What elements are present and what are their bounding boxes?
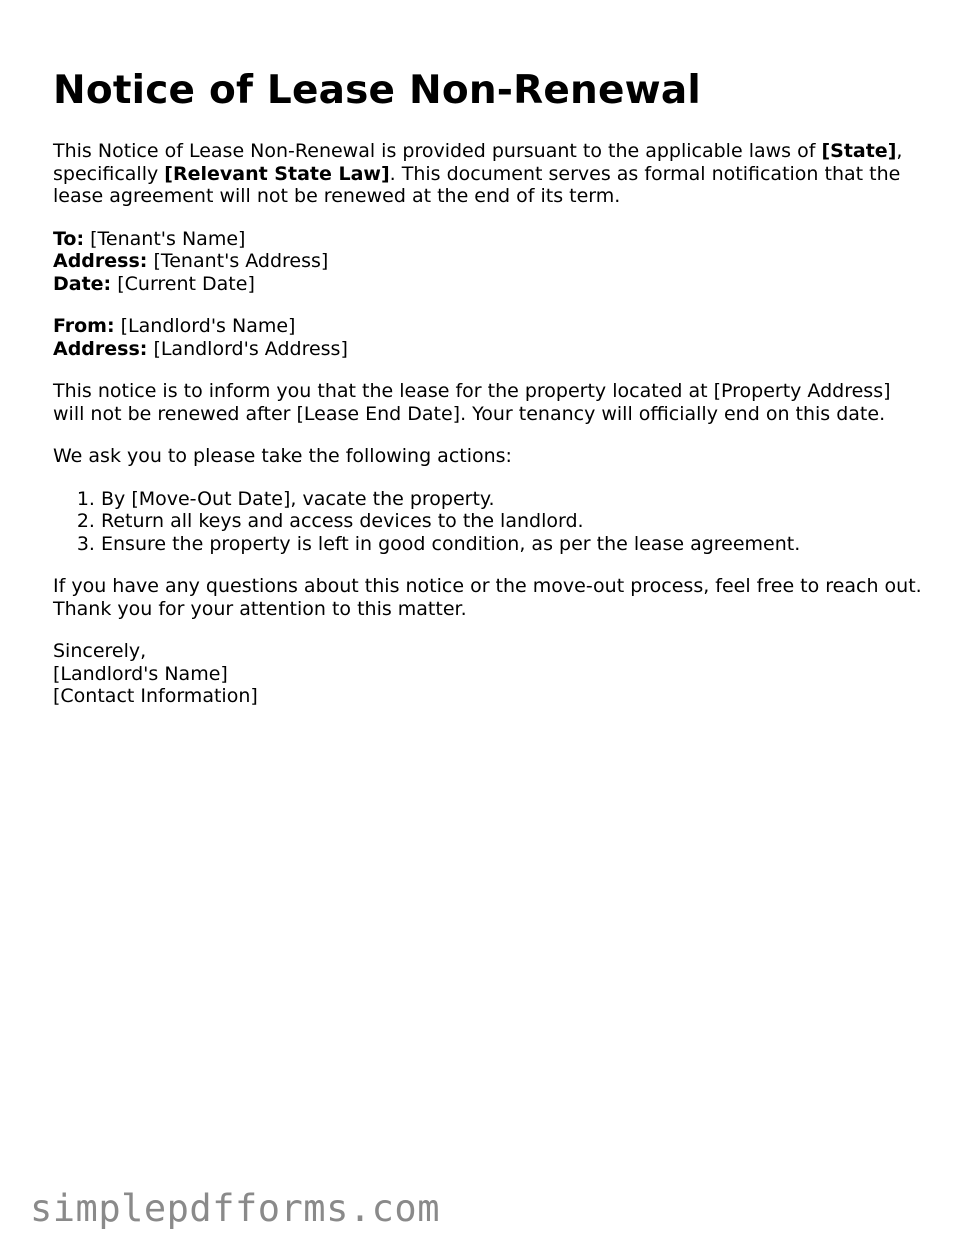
to-address-value: [Tenant's Address] xyxy=(153,250,329,272)
to-label: To: xyxy=(53,227,85,250)
date-value: [Current Date] xyxy=(117,272,255,295)
signature-block xyxy=(53,640,923,708)
intro-paragraph xyxy=(53,140,923,208)
salutation: Sincerely, xyxy=(53,640,147,662)
actions-intro: We ask you to please take the following actions: xyxy=(53,445,512,467)
to-value: [Tenant's Name] xyxy=(90,227,246,250)
from-address-value: [Landlord's Address] xyxy=(153,337,348,360)
date-label: Date: xyxy=(53,272,112,295)
sender-block xyxy=(53,315,923,360)
signature-name: [Landlord's Name] xyxy=(53,662,228,685)
state-placeholder: [State] xyxy=(821,140,897,162)
signature-contact: [Contact Information] xyxy=(53,685,258,707)
actions-list xyxy=(53,488,923,556)
intro-text-start: This Notice of Lease Non-Renewal is provided pursuant to the applicable laws of xyxy=(53,140,822,162)
intro-text-end: . This document serves as formal notification that the lease agreement will not be renewed at the end of its term. xyxy=(53,162,901,207)
watermark: simplepdfforms.com xyxy=(30,1187,440,1230)
list-item: 2. Return all keys and access devices to the landlord. xyxy=(101,510,923,533)
recipient-block xyxy=(53,228,923,296)
law-placeholder: [Relevant State Law] xyxy=(164,162,390,185)
notice-paragraph: This notice is to inform you that the lease for the property located at [Property Address] will not be renewed after [Lease End Date]. Your tenancy will officially end on this date. xyxy=(53,380,891,425)
list-item: 1. By [Move-Out Date], vacate the property. xyxy=(101,488,923,511)
document-title: Notice of Lease Non-Renewal xyxy=(53,68,701,113)
document-page xyxy=(53,62,923,708)
to-address-label: Address: xyxy=(53,250,148,272)
from-label: From: xyxy=(53,315,115,337)
from-value: [Landlord's Name] xyxy=(120,315,296,337)
list-item: 3. Ensure the property is left in good condition, as per the lease agreement. xyxy=(101,533,923,556)
from-address-label: Address: xyxy=(53,337,148,360)
intro-text-between: , specifically xyxy=(53,140,903,185)
closing-paragraph: If you have any questions about this notice or the move-out process, feel free to reach out. Thank you for your attention to this matter. xyxy=(53,575,922,620)
